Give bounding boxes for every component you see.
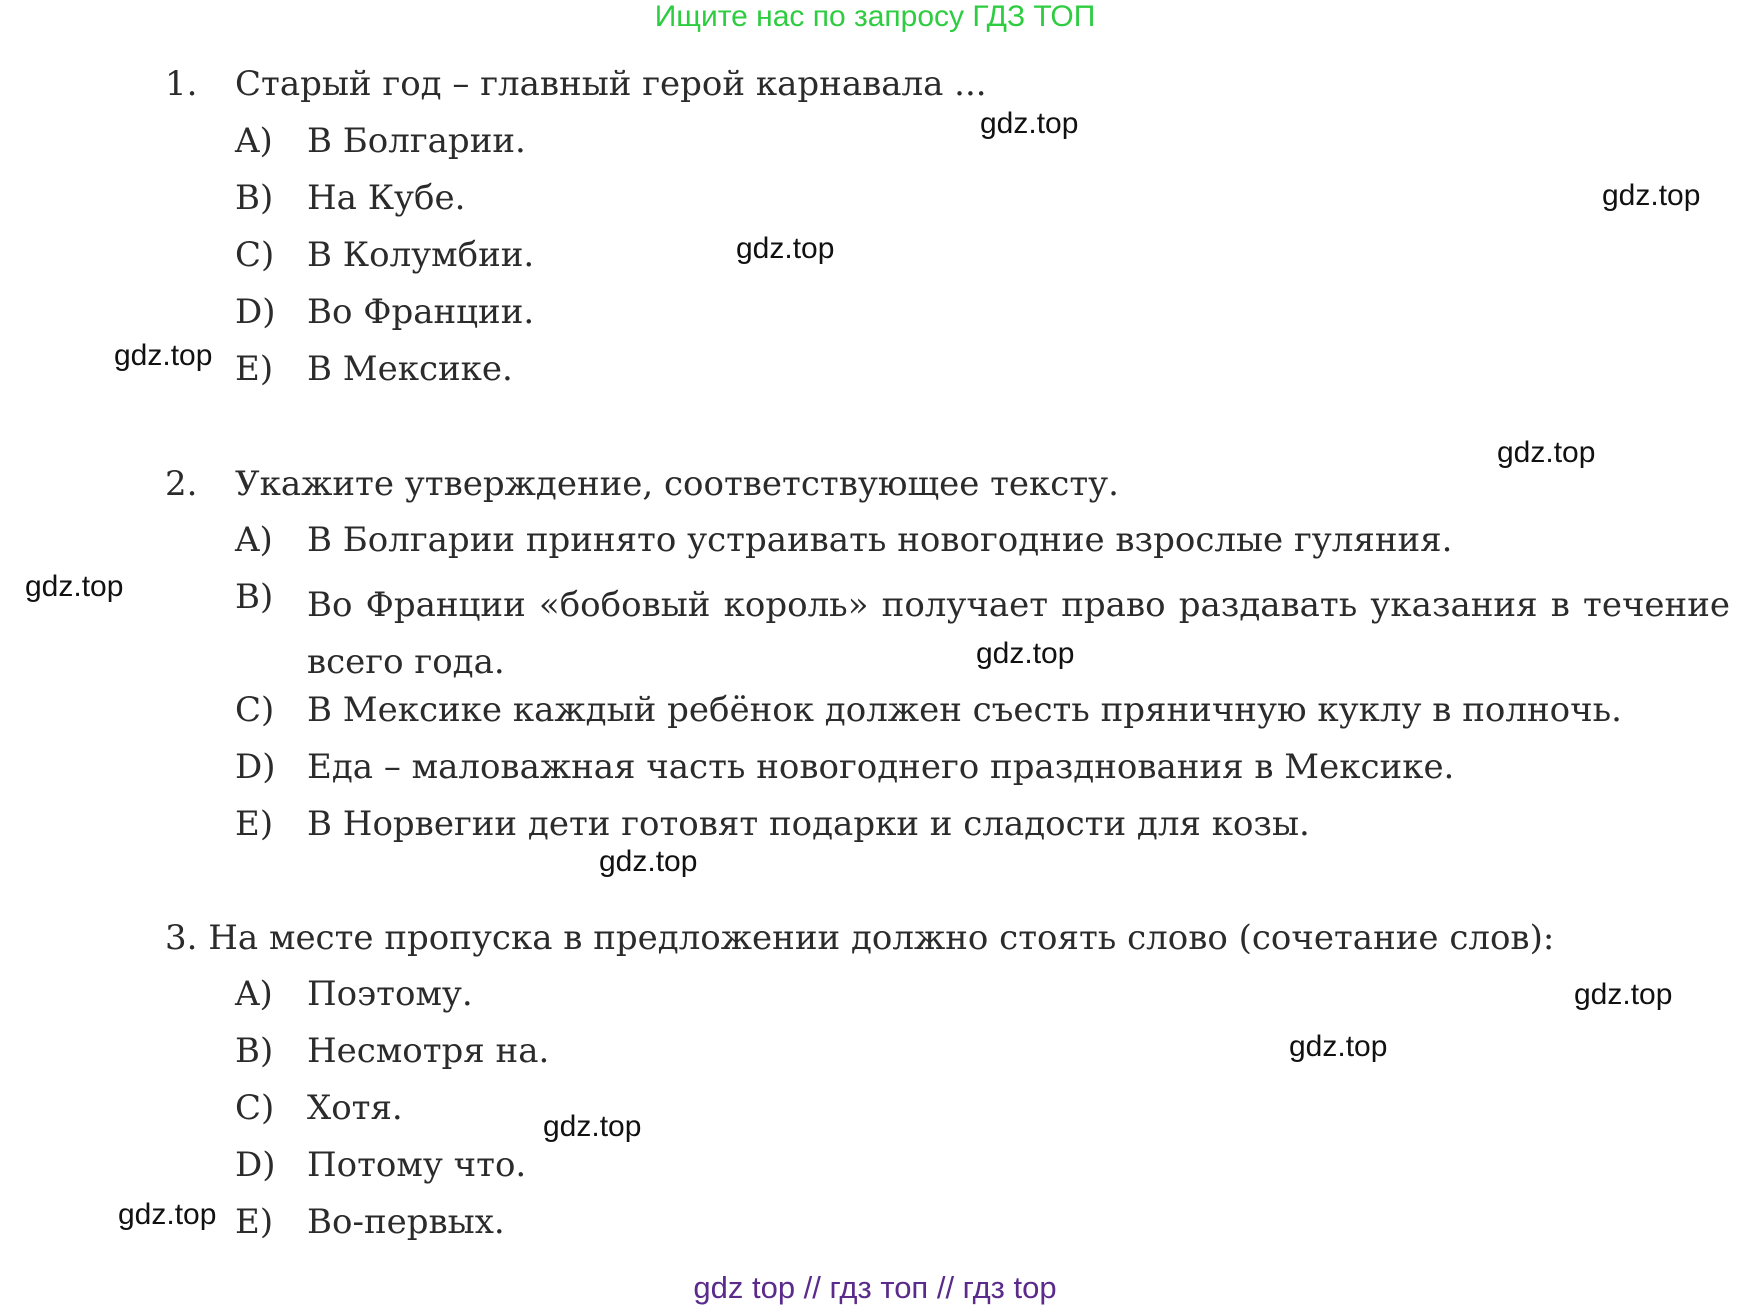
option-letter: E) <box>235 1202 274 1242</box>
question-2-option-d <box>235 747 1454 787</box>
question-2-text: Укажите утверждение, соответствующее тексту. <box>235 464 1119 504</box>
question-1-text: Старый год – главный герой карнавала ... <box>235 64 987 104</box>
question-3-text: На месте пропуска в предложении должно стоять слово (сочетание слов): <box>208 918 1555 958</box>
option-letter: B) <box>235 178 274 218</box>
option-letter: D) <box>235 1145 276 1185</box>
option-letter: A) <box>235 974 273 1014</box>
question-2-title <box>165 464 1119 504</box>
watermark: gdz.top <box>1289 1030 1388 1063</box>
question-1-option-e <box>235 349 513 389</box>
option-letter: C) <box>235 235 275 275</box>
watermark: gdz.top <box>114 339 213 372</box>
option-text: В Мексике каждый ребёнок должен съесть пряничную куклу в полночь. <box>307 690 1622 730</box>
watermark: gdz.top <box>980 107 1079 140</box>
option-text: В Колумбии. <box>307 235 535 275</box>
footer-banner: gdz top // гдз топ // гдз top <box>693 1270 1057 1305</box>
watermark: gdz.top <box>976 637 1075 670</box>
header-banner: Ищите нас по запросу ГДЗ ТОП <box>654 0 1096 33</box>
question-2-option-e <box>235 804 1310 844</box>
question-1-option-d <box>235 292 534 332</box>
option-letter: C) <box>235 690 275 730</box>
question-1-number: 1. <box>165 64 198 104</box>
question-3-option-d <box>235 1145 526 1185</box>
option-text: Во Франции «бобовый король» получает право раздавать указания в течение всего года. <box>307 585 1730 682</box>
option-text: В Норвегии дети готовят подарки и сладости для козы. <box>307 804 1310 844</box>
question-2-option-c <box>235 690 1622 730</box>
question-1-option-c <box>235 235 534 275</box>
option-text: В Мексике. <box>307 349 513 389</box>
option-text: Хотя. <box>307 1088 403 1128</box>
question-3-option-b <box>235 1031 549 1071</box>
option-text: Еда – маловажная часть новогоднего празднования в Мексике. <box>307 747 1455 787</box>
option-letter: E) <box>235 349 274 389</box>
option-text: Во-первых. <box>307 1202 505 1242</box>
option-text: Потому что. <box>307 1145 527 1185</box>
watermark: gdz.top <box>118 1198 217 1231</box>
question-1-option-b <box>235 178 465 218</box>
question-2-option-a <box>235 520 1452 560</box>
watermark: gdz.top <box>599 845 698 878</box>
question-2-number: 2. <box>165 464 198 504</box>
option-text: Во Франции. <box>307 292 535 332</box>
option-letter: A) <box>235 121 273 161</box>
option-letter: B) <box>235 1031 274 1071</box>
option-letter: D) <box>235 747 276 787</box>
option-text: На Кубе. <box>307 178 466 218</box>
question-3-number: 3. <box>165 918 198 958</box>
watermark: gdz.top <box>543 1110 642 1143</box>
option-text: Поэтому. <box>307 974 473 1014</box>
watermark: gdz.top <box>25 570 124 603</box>
option-letter: B) <box>235 577 274 617</box>
question-1-option-a <box>235 121 526 161</box>
watermark: gdz.top <box>1574 978 1673 1011</box>
watermark: gdz.top <box>1497 436 1596 469</box>
watermark: gdz.top <box>736 232 835 265</box>
option-letter: E) <box>235 804 274 844</box>
option-letter: C) <box>235 1088 275 1128</box>
question-3-title <box>165 918 1554 958</box>
question-3-option-c <box>235 1088 403 1128</box>
option-text: Несмотря на. <box>307 1031 550 1071</box>
watermark: gdz.top <box>1602 179 1701 212</box>
question-3-option-e <box>235 1202 505 1242</box>
option-letter: D) <box>235 292 276 332</box>
question-1-title <box>165 64 987 104</box>
option-text: В Болгарии. <box>307 121 526 161</box>
question-2-option-b <box>235 577 1730 691</box>
option-text: В Болгарии принято устраивать новогодние взрослые гуляния. <box>307 520 1453 560</box>
option-letter: A) <box>235 520 273 560</box>
question-3-option-a <box>235 974 473 1014</box>
